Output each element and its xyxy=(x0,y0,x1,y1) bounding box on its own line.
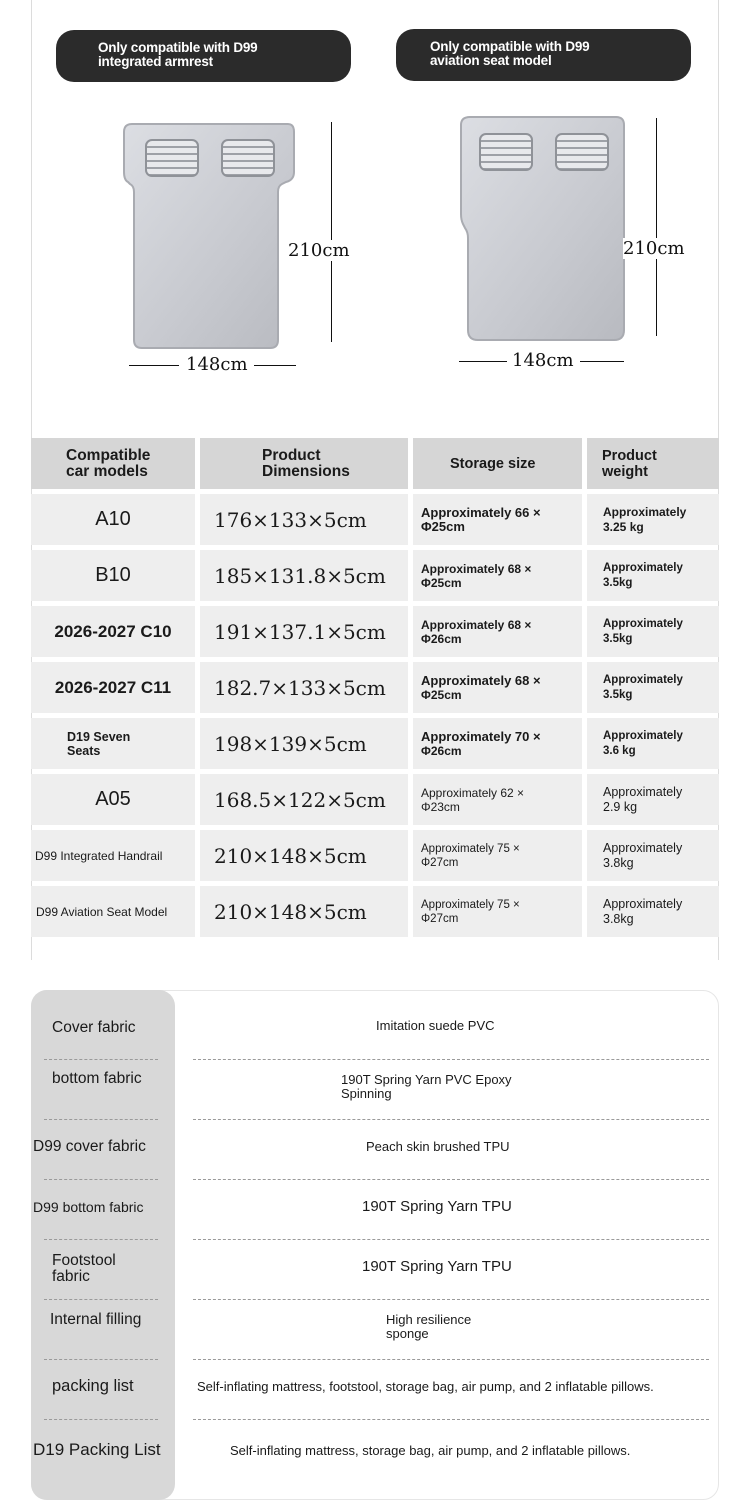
table-row-dims: 185×131.8×5cm xyxy=(200,550,408,601)
divider xyxy=(193,1419,709,1420)
spec-value: Self-inflating mattress, storage bag, air pump, and 2 inflatable pillows. xyxy=(230,1443,631,1458)
header-product-dimensions xyxy=(200,438,408,489)
weight-line2: 2.9 kg xyxy=(603,799,638,814)
spec-label: bottom fabric xyxy=(52,1070,142,1087)
table-row-dims: 210×148×5cm xyxy=(200,886,408,937)
storage-line1: Approximately 68 × xyxy=(421,617,532,632)
header-dimensions-line1: Product xyxy=(262,446,321,464)
table-row-storage xyxy=(413,774,582,825)
height-label-armrest: 210cm xyxy=(288,240,350,261)
weight-line2: 3.5kg xyxy=(603,632,633,645)
table-row-model: D99 Aviation Seat Model xyxy=(31,886,195,937)
table-row-model: A05 xyxy=(31,774,195,825)
storage-line1: Approximately 66 × xyxy=(421,504,541,520)
table-row-storage xyxy=(413,718,582,769)
table-row-dims: 182.7×133×5cm xyxy=(200,662,408,713)
spec-value: Self-inflating mattress, footstool, storage bag, air pump, and 2 inflatable pillows. xyxy=(197,1379,654,1394)
table-row-model xyxy=(31,718,195,769)
weight-line1: Approximately xyxy=(603,729,683,742)
weight-line1: Approximately xyxy=(603,504,687,519)
weight-line2: 3.8kg xyxy=(603,911,634,926)
spec-value-line1: 190T Spring Yarn PVC Epoxy xyxy=(341,1072,512,1087)
spec-label: Internal filling xyxy=(50,1311,142,1328)
spec-label: D99 bottom fabric xyxy=(33,1199,144,1215)
weight-line2: 3.5kg xyxy=(603,688,633,701)
table-row-weight xyxy=(587,550,719,601)
spec-label: packing list xyxy=(52,1377,134,1395)
storage-line1: Approximately 75 × xyxy=(421,842,520,855)
spec-label: Cover fabric xyxy=(52,1019,136,1036)
header-dimensions-line2: Dimensions xyxy=(262,462,350,480)
header-product-weight xyxy=(587,438,719,489)
divider xyxy=(193,1299,709,1300)
table-row-weight xyxy=(587,718,719,769)
badge-aviation-line1: Only compatible with D99 xyxy=(430,39,590,54)
spec-value-line2: sponge xyxy=(386,1326,429,1341)
model-line1: D19 Seven xyxy=(67,729,131,744)
spec-value: Imitation suede PVC xyxy=(376,1018,495,1033)
table-row-dims: 168.5×122×5cm xyxy=(200,774,408,825)
storage-line2: Φ23cm xyxy=(421,799,460,814)
table-row-storage xyxy=(413,830,582,881)
spec-value: 190T Spring Yarn TPU xyxy=(362,1198,512,1215)
width-dimension-line-right xyxy=(254,365,296,366)
table-row-model: B10 xyxy=(31,550,195,601)
table-row-weight xyxy=(587,886,719,937)
header-storage-size xyxy=(413,438,582,489)
width-dimension-line-aviation-right xyxy=(580,361,624,362)
divider xyxy=(44,1419,158,1420)
spec-value: 190T Spring Yarn TPU xyxy=(362,1258,512,1275)
table-row-dims: 210×148×5cm xyxy=(200,830,408,881)
weight-line1: Approximately xyxy=(603,840,683,855)
width-dimension-line-left xyxy=(129,365,179,366)
spec-label: D19 Packing List xyxy=(33,1440,161,1459)
weight-line2: 3.6 kg xyxy=(603,744,636,757)
weight-line1: Approximately xyxy=(603,673,683,686)
table-row-weight xyxy=(587,606,719,657)
weight-line2: 3.5kg xyxy=(603,576,633,589)
spec-label: D99 cover fabric xyxy=(33,1138,146,1155)
table-row-weight xyxy=(587,774,719,825)
model-line2: Seats xyxy=(67,743,101,758)
mattress-aviation-image xyxy=(458,114,630,346)
spec-value xyxy=(341,1073,512,1101)
weight-line2: 3.8kg xyxy=(603,855,634,870)
table-row-dims: 191×137.1×5cm xyxy=(200,606,408,657)
badge-aviation xyxy=(396,29,691,81)
divider xyxy=(44,1059,158,1060)
mattress-armrest-image xyxy=(122,120,298,350)
storage-line2: Φ25cm xyxy=(421,518,465,534)
divider xyxy=(193,1239,709,1240)
table-row-model: 2026-2027 C11 xyxy=(31,662,195,713)
badge-aviation-line2: aviation seat model xyxy=(430,53,552,68)
weight-line1: Approximately xyxy=(603,561,683,574)
spec-label xyxy=(52,1253,116,1285)
storage-line1: Approximately 75 × xyxy=(421,898,520,911)
weight-line2: 3.25 kg xyxy=(603,519,644,534)
header-weight-line1: Product xyxy=(602,447,657,464)
badge-armrest-line2: integrated armrest xyxy=(98,54,213,69)
width-label-aviation: 148cm xyxy=(512,350,574,371)
height-dimension-line xyxy=(331,122,332,342)
weight-line1: Approximately xyxy=(603,617,683,630)
weight-line1: Approximately xyxy=(603,784,683,799)
badge-armrest-line1: Only compatible with D99 xyxy=(98,40,258,55)
spec-label-line2: fabric xyxy=(52,1268,90,1285)
table-row-weight xyxy=(587,494,719,545)
table-row-model: D99 Integrated Handrail xyxy=(31,830,195,881)
spec-value: Peach skin brushed TPU xyxy=(366,1139,510,1154)
header-weight-line2: weight xyxy=(602,463,648,480)
header-storage-text: Storage size xyxy=(450,455,536,472)
table-row-weight xyxy=(587,662,719,713)
table-row-storage xyxy=(413,886,582,937)
table-row-dims: 176×133×5cm xyxy=(200,494,408,545)
spec-value-line2: Spinning xyxy=(341,1086,392,1101)
table-row-model: 2026-2027 C10 xyxy=(31,606,195,657)
storage-line2: Φ27cm xyxy=(421,912,459,925)
spec-label-line1: Footstool xyxy=(52,1252,116,1269)
storage-line2: Φ25cm xyxy=(421,575,462,590)
spec-value xyxy=(386,1313,471,1341)
weight-line1: Approximately xyxy=(603,896,683,911)
spec-value-line1: High resilience xyxy=(386,1312,472,1327)
divider xyxy=(193,1179,709,1180)
storage-line1: Approximately 70 × xyxy=(421,728,541,744)
table-row-dims: 198×139×5cm xyxy=(200,718,408,769)
table-row-storage xyxy=(413,606,582,657)
width-label-armrest: 148cm xyxy=(186,354,248,375)
divider xyxy=(193,1059,709,1060)
spec-label-column xyxy=(31,990,175,1500)
storage-line2: Φ25cm xyxy=(421,687,462,702)
storage-line1: Approximately 68 × xyxy=(421,561,532,576)
header-car-models-line1: Compatible xyxy=(66,446,151,464)
height-label-aviation: 210cm xyxy=(623,238,685,259)
divider xyxy=(44,1119,158,1120)
divider xyxy=(44,1179,158,1180)
divider xyxy=(193,1359,709,1360)
table-row-storage xyxy=(413,494,582,545)
storage-line2: Φ27cm xyxy=(421,856,459,869)
header-car-models-line2: car models xyxy=(66,462,148,480)
storage-line2: Φ26cm xyxy=(421,631,462,646)
divider xyxy=(44,1299,158,1300)
storage-line2: Φ26cm xyxy=(421,743,462,758)
divider xyxy=(193,1119,709,1120)
table-row-storage xyxy=(413,662,582,713)
table-row-storage xyxy=(413,550,582,601)
height-dimension-line-aviation xyxy=(656,118,657,336)
width-dimension-line-aviation-left xyxy=(459,361,507,362)
table-row-model: A10 xyxy=(31,494,195,545)
table-row-weight xyxy=(587,830,719,881)
header-car-models xyxy=(31,438,195,489)
divider xyxy=(44,1359,158,1360)
badge-armrest xyxy=(56,30,351,82)
storage-line1: Approximately 68 × xyxy=(421,672,541,688)
storage-line1: Approximately 62 × xyxy=(421,785,525,800)
divider xyxy=(44,1239,158,1240)
